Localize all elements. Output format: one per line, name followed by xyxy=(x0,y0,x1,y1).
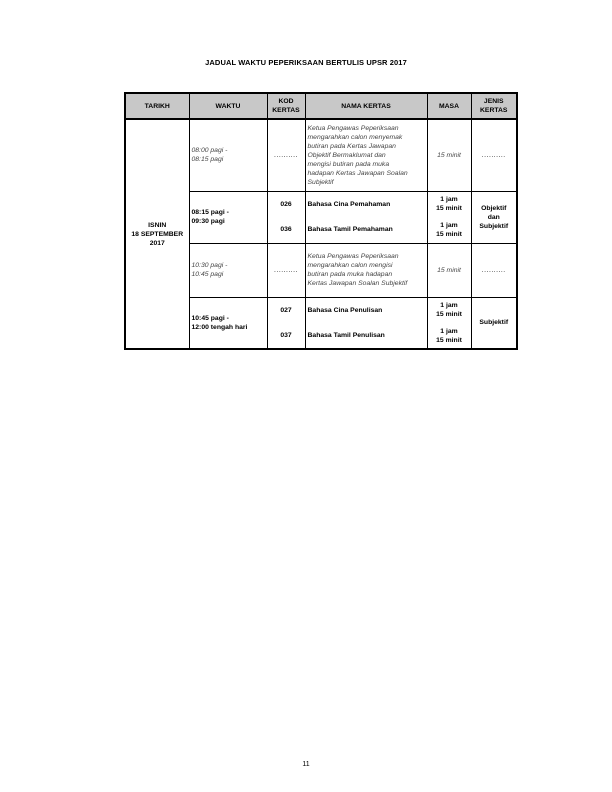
waktu-end: 10:45 pagi xyxy=(191,271,224,278)
kod-cell: 037 xyxy=(267,323,305,349)
masa-line: 1 jam xyxy=(440,196,458,204)
masa-cell: 15 minit xyxy=(427,119,471,191)
masa-line: 15 minit xyxy=(436,230,462,238)
masa-line: 1 jam xyxy=(440,327,458,335)
nama-line: Objektif Bermaklumat dan xyxy=(307,151,386,159)
waktu-cell xyxy=(189,297,267,349)
masa-line: 15 minit xyxy=(436,336,462,344)
masa-cell xyxy=(427,297,471,323)
header-row xyxy=(125,93,517,119)
tarikh-cell xyxy=(125,119,189,349)
masa-line: 15 minit xyxy=(436,205,462,213)
header-kod-line-1: KOD xyxy=(278,98,294,105)
nama-cell xyxy=(305,119,427,191)
table-row xyxy=(125,119,517,191)
jenis-cell xyxy=(471,191,517,243)
page-number: 11 xyxy=(302,761,310,768)
waktu-start: 08:15 pagi - xyxy=(191,209,229,216)
kod-cell: 026 xyxy=(267,191,305,217)
kod-cell: .......... xyxy=(267,243,305,297)
nama-line: Subjektif xyxy=(307,178,334,186)
jenis-line: Subjektif xyxy=(479,222,509,230)
nama-cell: Bahasa Tamil Penulisan xyxy=(305,323,427,349)
masa-cell xyxy=(427,217,471,243)
masa-cell xyxy=(427,191,471,217)
document-title: JADUAL WAKTU PEPERIKSAAN BERTULIS UPSR 2017 xyxy=(205,58,407,67)
nama-cell xyxy=(305,243,427,297)
nama-cell: Bahasa Cina Pemahaman xyxy=(305,191,427,217)
header-waktu: WAKTU xyxy=(189,93,267,119)
masa-cell xyxy=(427,323,471,349)
header-kod-kertas xyxy=(267,93,305,119)
header-kod-line-2: KERTAS xyxy=(272,107,300,114)
masa-cell: 15 minit xyxy=(427,243,471,297)
header-jenis-line-1: JENIS xyxy=(483,98,504,105)
jenis-line: Objektif xyxy=(481,204,507,212)
jenis-cell: .......... xyxy=(471,243,517,297)
exam-timetable xyxy=(124,92,518,350)
nama-cell: Bahasa Tamil Pemahaman xyxy=(305,217,427,243)
nama-line: hadapan Kertas Jawapan Soalan xyxy=(307,169,408,177)
header-masa: MASA xyxy=(427,93,471,119)
waktu-end: 12:00 tengah hari xyxy=(191,323,248,331)
nama-cell: Bahasa Cina Penulisan xyxy=(305,297,427,323)
waktu-cell xyxy=(189,191,267,243)
waktu-cell xyxy=(189,119,267,191)
nama-line: butiran pada Kertas Jawapan xyxy=(307,142,396,150)
jenis-line: dan xyxy=(487,213,500,221)
waktu-start: 08:00 pagi - xyxy=(191,147,228,155)
header-nama-kertas: NAMA KERTAS xyxy=(305,93,427,119)
waktu-end: 09:30 pagi xyxy=(191,218,225,225)
nama-line: mengarahkan calon menyemak xyxy=(307,133,403,141)
nama-line: Kertas Jawapan Soalan Subjektif xyxy=(307,280,408,287)
nama-line: butiran pada muka hadapan xyxy=(307,271,393,278)
nama-line: mengisi butiran pada muka xyxy=(307,160,390,168)
nama-line: Ketua Pengawas Peperiksaan xyxy=(307,253,399,260)
kod-cell: .......... xyxy=(267,119,305,191)
nama-line: mengarahkan calon mengisi xyxy=(307,262,393,269)
header-jenis-kertas xyxy=(471,93,517,119)
jenis-cell: .......... xyxy=(471,119,517,191)
header-jenis-line-2: KERTAS xyxy=(480,107,508,114)
waktu-start: 10:30 pagi - xyxy=(191,262,228,269)
masa-line: 1 jam xyxy=(440,302,458,310)
waktu-cell xyxy=(189,243,267,297)
masa-line: 1 jam xyxy=(440,221,458,229)
nama-line: Ketua Pengawas Peperiksaan xyxy=(307,124,399,132)
kod-cell: 027 xyxy=(267,297,305,323)
tarikh-date: 18 SEPTEMBER xyxy=(131,230,184,238)
kod-cell: 036 xyxy=(267,217,305,243)
waktu-end: 08:15 pagi xyxy=(191,156,224,164)
jenis-cell: Subjektif xyxy=(471,297,517,349)
waktu-start: 10:45 pagi - xyxy=(191,314,229,322)
tarikh-day: ISNIN xyxy=(148,221,167,229)
masa-line: 15 minit xyxy=(436,311,462,319)
header-tarikh: TARIKH xyxy=(125,93,189,119)
tarikh-year: 2017 xyxy=(149,239,165,247)
